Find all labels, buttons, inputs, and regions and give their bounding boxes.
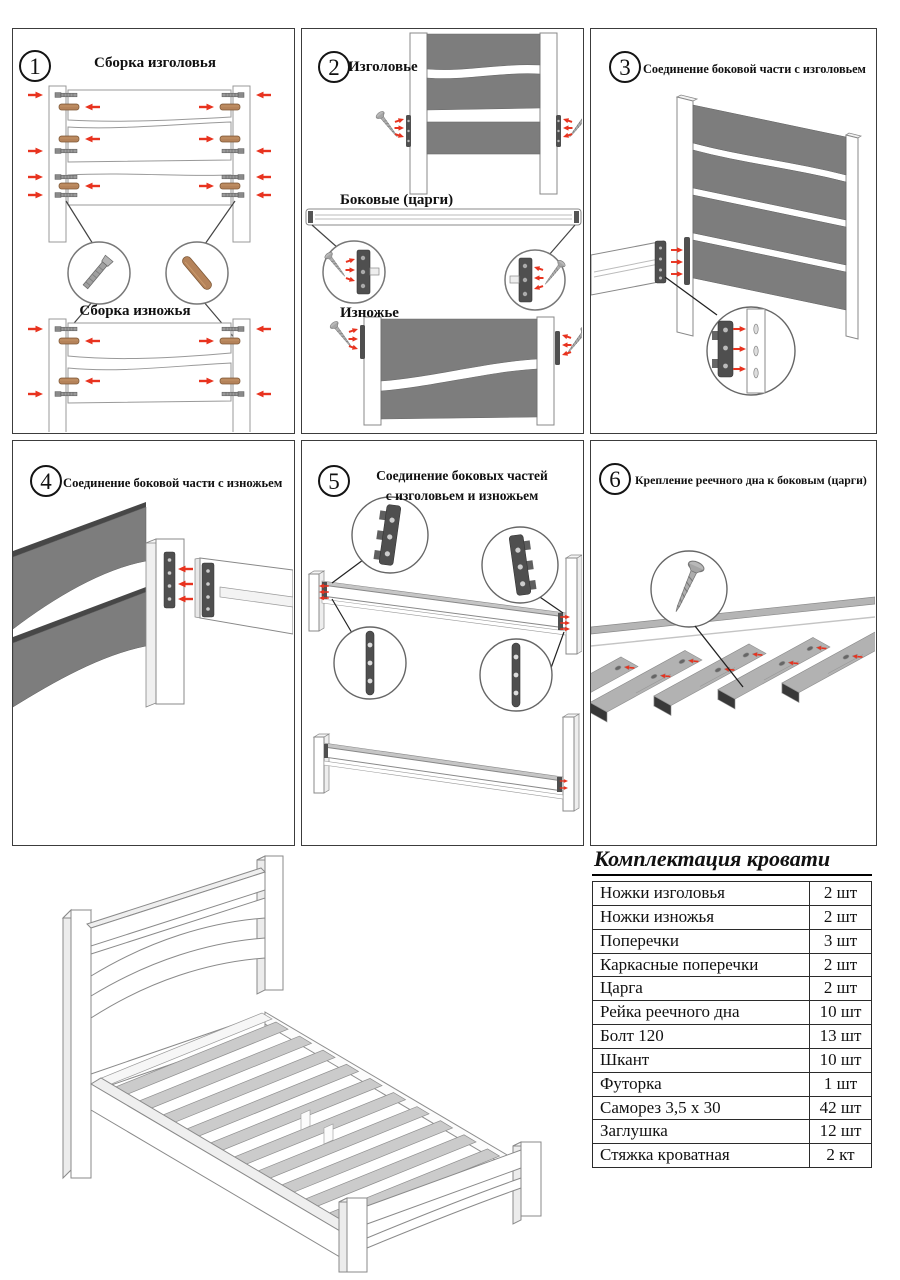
- step-6-diagram: [591, 441, 875, 844]
- headboard-label: Изголовье: [348, 59, 418, 75]
- step-4-diagram: [13, 441, 293, 844]
- step-1-title: Сборка изголовья: [94, 55, 216, 71]
- step-1-diagram: [13, 29, 293, 432]
- bracket-callout-left: [323, 241, 385, 303]
- dowel-callout: [166, 242, 228, 304]
- step-2-diagram: [302, 29, 582, 432]
- step-4-number-badge: 4: [30, 465, 62, 497]
- part-qty: 13 шт: [810, 1025, 872, 1049]
- part-name: Футорка: [593, 1072, 810, 1096]
- part-qty: 2 шт: [810, 882, 872, 906]
- step-4-title: Соединение боковой части с изножьем: [63, 476, 283, 490]
- headboard-front-view: [49, 86, 250, 242]
- table-row: [593, 882, 872, 906]
- table-row: [593, 953, 872, 977]
- side-rails-label: Боковые (царги): [340, 192, 454, 208]
- part-name: Поперечки: [593, 929, 810, 953]
- table-row: [593, 1025, 872, 1049]
- part-qty: 2 кт: [810, 1144, 872, 1168]
- part-qty: 3 шт: [810, 929, 872, 953]
- part-name: Стяжка кроватная: [593, 1144, 810, 1168]
- part-qty: 10 шт: [810, 1048, 872, 1072]
- step-3-diagram: [591, 29, 875, 432]
- table-row: [593, 977, 872, 1001]
- part-qty: 10 шт: [810, 1001, 872, 1025]
- screw-icon: [329, 320, 355, 350]
- side-rail-iso: [178, 558, 293, 634]
- table-row: [593, 1072, 872, 1096]
- side-rail-strip: [591, 597, 875, 646]
- step-5-panel: [301, 440, 584, 846]
- headboard-view: [375, 33, 582, 194]
- table-row: [593, 929, 872, 953]
- slat: [782, 631, 875, 703]
- part-name: Ножки изголовья: [593, 882, 810, 906]
- step-5-number-badge: 5: [318, 465, 350, 497]
- slot-plate-callout-1: [334, 627, 406, 699]
- part-name: Рейка реечного дна: [593, 1001, 810, 1025]
- slats: [591, 631, 875, 729]
- lower-rail-assembly: [314, 714, 579, 811]
- step-6-panel: [590, 440, 877, 846]
- bracket-callout-1: [352, 497, 428, 573]
- step-5-title-line1: Соединение боковых частей: [376, 468, 548, 483]
- part-name: Ножки изножья: [593, 905, 810, 929]
- step-2-panel: [301, 28, 584, 434]
- assembled-bed-drawing: [25, 848, 590, 1273]
- bracket-callout-right: [505, 250, 566, 310]
- step-1-subtitle: Сборка изножья: [79, 303, 191, 319]
- step-2-number-badge: 2: [318, 51, 350, 83]
- footboard-view: [329, 317, 582, 425]
- part-name: Каркасные поперечки: [593, 953, 810, 977]
- step-4-panel: [12, 440, 295, 846]
- footboard-label: Изножье: [340, 305, 399, 321]
- footboard-iso: [13, 502, 184, 707]
- part-qty: 2 шт: [810, 977, 872, 1001]
- part-name: Царга: [593, 977, 810, 1001]
- bracket-callout: [707, 307, 795, 395]
- step-6-title: Крепление реечного дна к боковым (царги): [635, 473, 867, 487]
- part-name: Шкант: [593, 1048, 810, 1072]
- step-5-title-line2: с изголовьем и изножьем: [385, 488, 539, 503]
- parts-list: [592, 846, 872, 1168]
- table-row: [593, 905, 872, 929]
- table-row: [593, 1048, 872, 1072]
- step-1-panel: [12, 28, 295, 434]
- step-3-panel: [590, 28, 877, 434]
- part-name: Болт 120: [593, 1025, 810, 1049]
- parts-list-title: Комплектация кровати: [592, 846, 872, 876]
- table-row: [593, 1001, 872, 1025]
- bracket-callout-2: [482, 527, 558, 603]
- part-qty: 2 шт: [810, 953, 872, 977]
- slot-plate-callout-2: [480, 639, 552, 711]
- part-qty: 42 шт: [810, 1096, 872, 1120]
- step-1-number-badge: 1: [19, 50, 51, 82]
- step-6-number-badge: 6: [599, 463, 631, 495]
- footboard-front-view: [49, 319, 250, 432]
- step-3-title: Соединение боковой части с изголовьем: [643, 62, 866, 76]
- table-row: [593, 1120, 872, 1144]
- part-name: Саморез 3,5 x 30: [593, 1096, 810, 1120]
- headboard-iso: [677, 95, 861, 339]
- bolt-callout: [68, 242, 130, 304]
- table-row: [593, 1096, 872, 1120]
- part-qty: 12 шт: [810, 1120, 872, 1144]
- parts-table: [592, 881, 872, 1168]
- step-3-number-badge: 3: [609, 51, 641, 83]
- table-row: [593, 1144, 872, 1168]
- part-qty: 2 шт: [810, 905, 872, 929]
- part-qty: 1 шт: [810, 1072, 872, 1096]
- part-name: Заглушка: [593, 1120, 810, 1144]
- bed-frame-and-slats: [91, 1012, 519, 1260]
